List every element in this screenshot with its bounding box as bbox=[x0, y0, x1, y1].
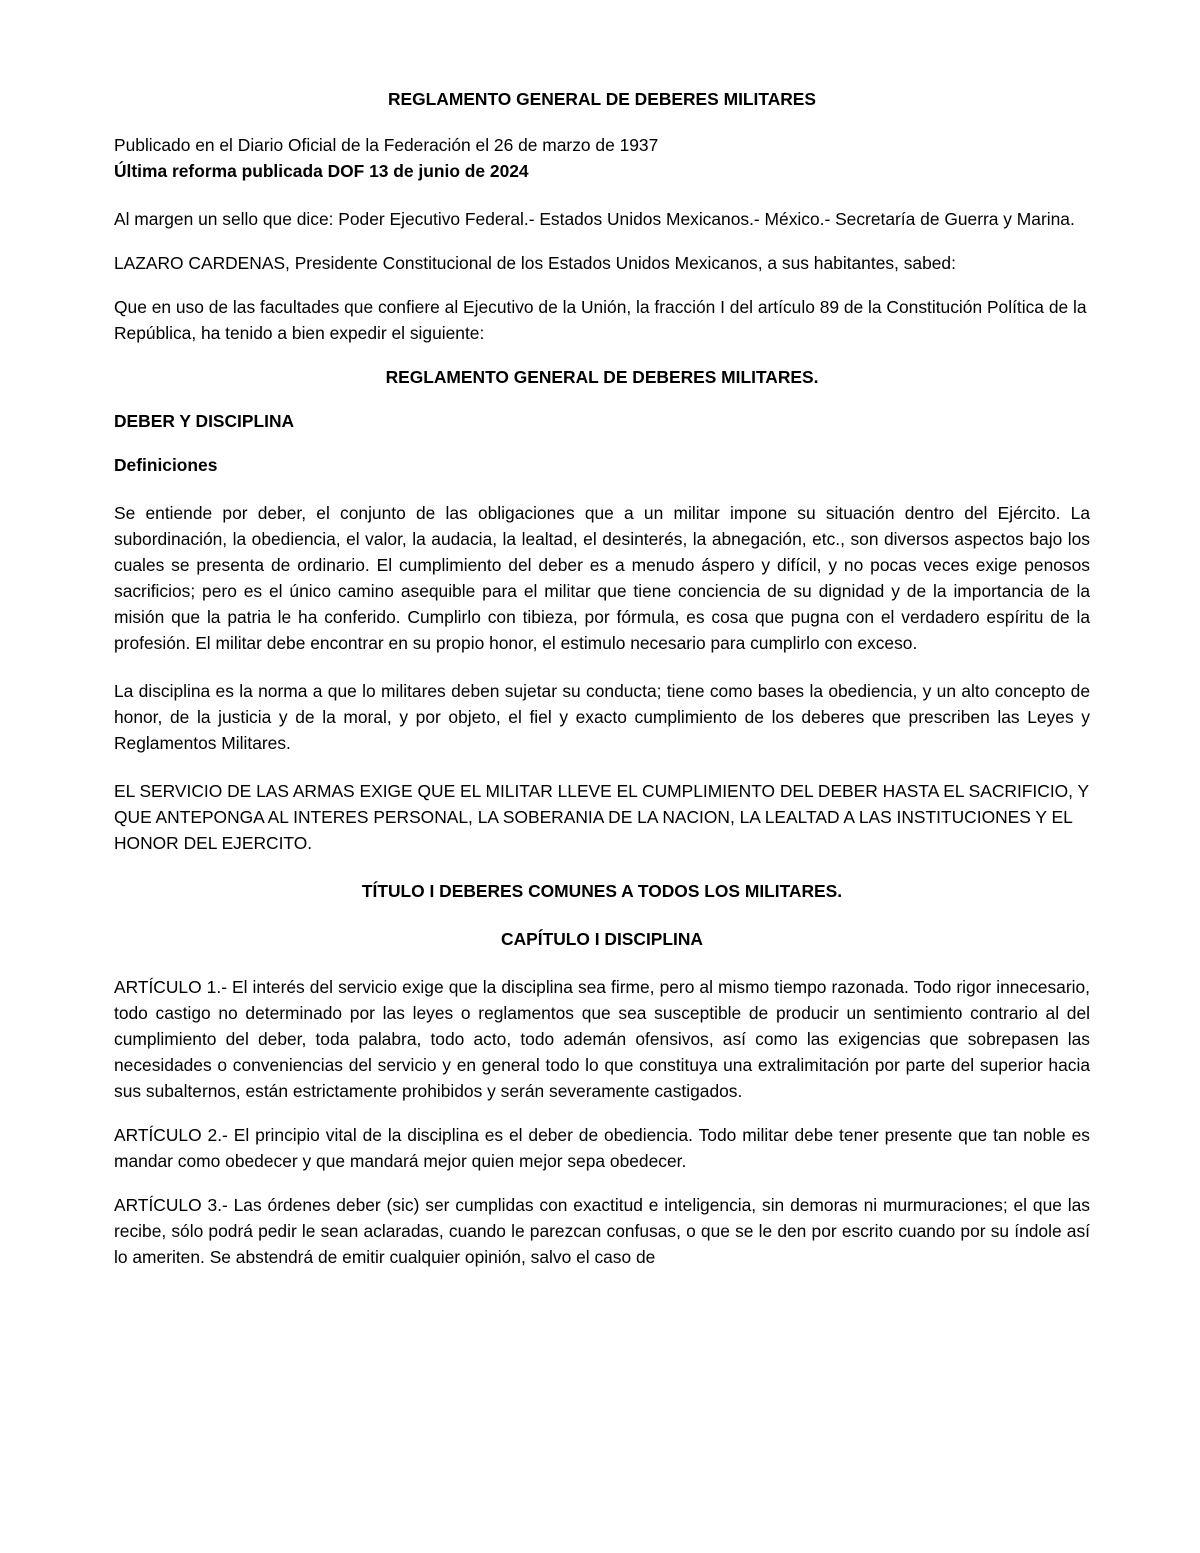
seal-paragraph: Al margen un sello que dice: Poder Ejecutivo Federal.- Estados Unidos Mexicanos.- México.- Secretaría de Guerra y Marina. bbox=[114, 209, 1075, 229]
article-3-label: ARTÍCULO 3. bbox=[114, 1195, 222, 1215]
document-title: REGLAMENTO GENERAL DE DEBERES MILITARES bbox=[387, 89, 817, 109]
article-2 bbox=[114, 1122, 1090, 1174]
article-2-text: - El principio vital de la disciplina es el deber de obediencia. Todo militar debe tener presente que tan noble es mandar como obedecer y que mandará mejor quien mejor sepa obedecer. bbox=[114, 1125, 1090, 1171]
president-paragraph: LAZARO CARDENAS, Presidente Constitucional de los Estados Unidos Mexicanos, a sus habitantes, sabed: bbox=[114, 253, 956, 273]
article-2-label: ARTÍCULO 2. bbox=[114, 1125, 223, 1145]
titulo-heading: TÍTULO I DEBERES COMUNES A TODOS LOS MILITARES. bbox=[361, 881, 843, 901]
article-3-text: - Las órdenes deber (sic) ser cumplidas con exactitud e inteligencia, sin demoras ni murmuraciones; el que las recibe, sólo podrá pedir le sean aclaradas, cuando le parezcan confusas, o que se le den por escrito cuando por su índole así lo ameriten. Se abstendrá de emitir cualquier opinión, salvo el caso de bbox=[114, 1195, 1091, 1267]
article-1-text: - El interés del servicio exige que la disciplina sea firme, pero al mismo tiempo razonada. Todo rigor innecesario, todo castigo no determinado por las leyes o reglamentos que sea susceptible de producir un sentimiento contrario al del cumplimiento del deber, toda palabra, todo acto, todo ademán ofensivos, así como las exigencias que sobrepasen las necesidades o conveniencias del servicio y en general todo lo que constituya una extralimitación por parte del superior hacia sus subalternos, están estrictamente prohibidos y serán severamente castigados. bbox=[114, 977, 1090, 1101]
servicio-paragraph: EL SERVICIO DE LAS ARMAS EXIGE QUE EL MILITAR LLEVE EL CUMPLIMIENTO DEL DEBER HASTA EL SACRIFICIO, Y QUE ANTEPONGA AL INTERES PERSONAL, LA SOBERANIA DE LA NACION, LA LEALTAD A LAS INSTITUCIONES Y EL HONOR DEL EJERCITO. bbox=[114, 781, 1089, 853]
definitions-heading: Definiciones bbox=[114, 455, 218, 475]
article-1-label: ARTÍCULO 1. bbox=[114, 977, 222, 997]
section-heading: DEBER Y DISCIPLINA bbox=[114, 411, 295, 431]
article-1 bbox=[114, 974, 1090, 1104]
deber-paragraph: Se entiende por deber, el conjunto de las obligaciones que a un militar impone su situación dentro del Ejército. La subordinación, la obediencia, el valor, la audacia, la lealtad, el desinterés, la abnegación, etc., son diversos aspectos bajo los cuales se presenta de ordinario. El cumplimiento del deber es a menudo áspero y difícil, y no pocas veces exige penosos sacrificios; pero es el único camino asequible para el militar que tiene conciencia de su dignidad y de la importancia de la misión que la patria le ha conferido. Cumplirlo con tibieza, por fórmula, es cosa que pugna con el verdadero espíritu de la profesión. El militar debe encontrar en su propio honor, el estimulo necesario para cumplirlo con exceso. bbox=[114, 503, 1090, 653]
disciplina-paragraph: La disciplina es la norma a que lo militares deben sujetar su conducta; tiene como bases la obediencia, y un alto concepto de honor, de la justicia y de la moral, y por objeto, el fiel y exacto cumplimiento de los deberes que prescriben las Leyes y Reglamentos Militares. bbox=[114, 681, 1090, 753]
capitulo-heading: CAPÍTULO I DISCIPLINA bbox=[501, 929, 703, 949]
publication-line: Publicado en el Diario Oficial de la Federación el 26 de marzo de 1937 bbox=[114, 135, 659, 155]
last-reform-line: Última reforma publicada DOF 13 de junio de 2024 bbox=[114, 161, 529, 181]
article-3 bbox=[114, 1192, 1090, 1270]
document-title-repeat: REGLAMENTO GENERAL DE DEBERES MILITARES. bbox=[385, 367, 819, 387]
faculties-paragraph: Que en uso de las facultades que confiere al Ejecutivo de la Unión, la fracción I del artículo 89 de la Constitución Política de la República, ha tenido a bien expedir el siguiente: bbox=[114, 297, 1087, 343]
